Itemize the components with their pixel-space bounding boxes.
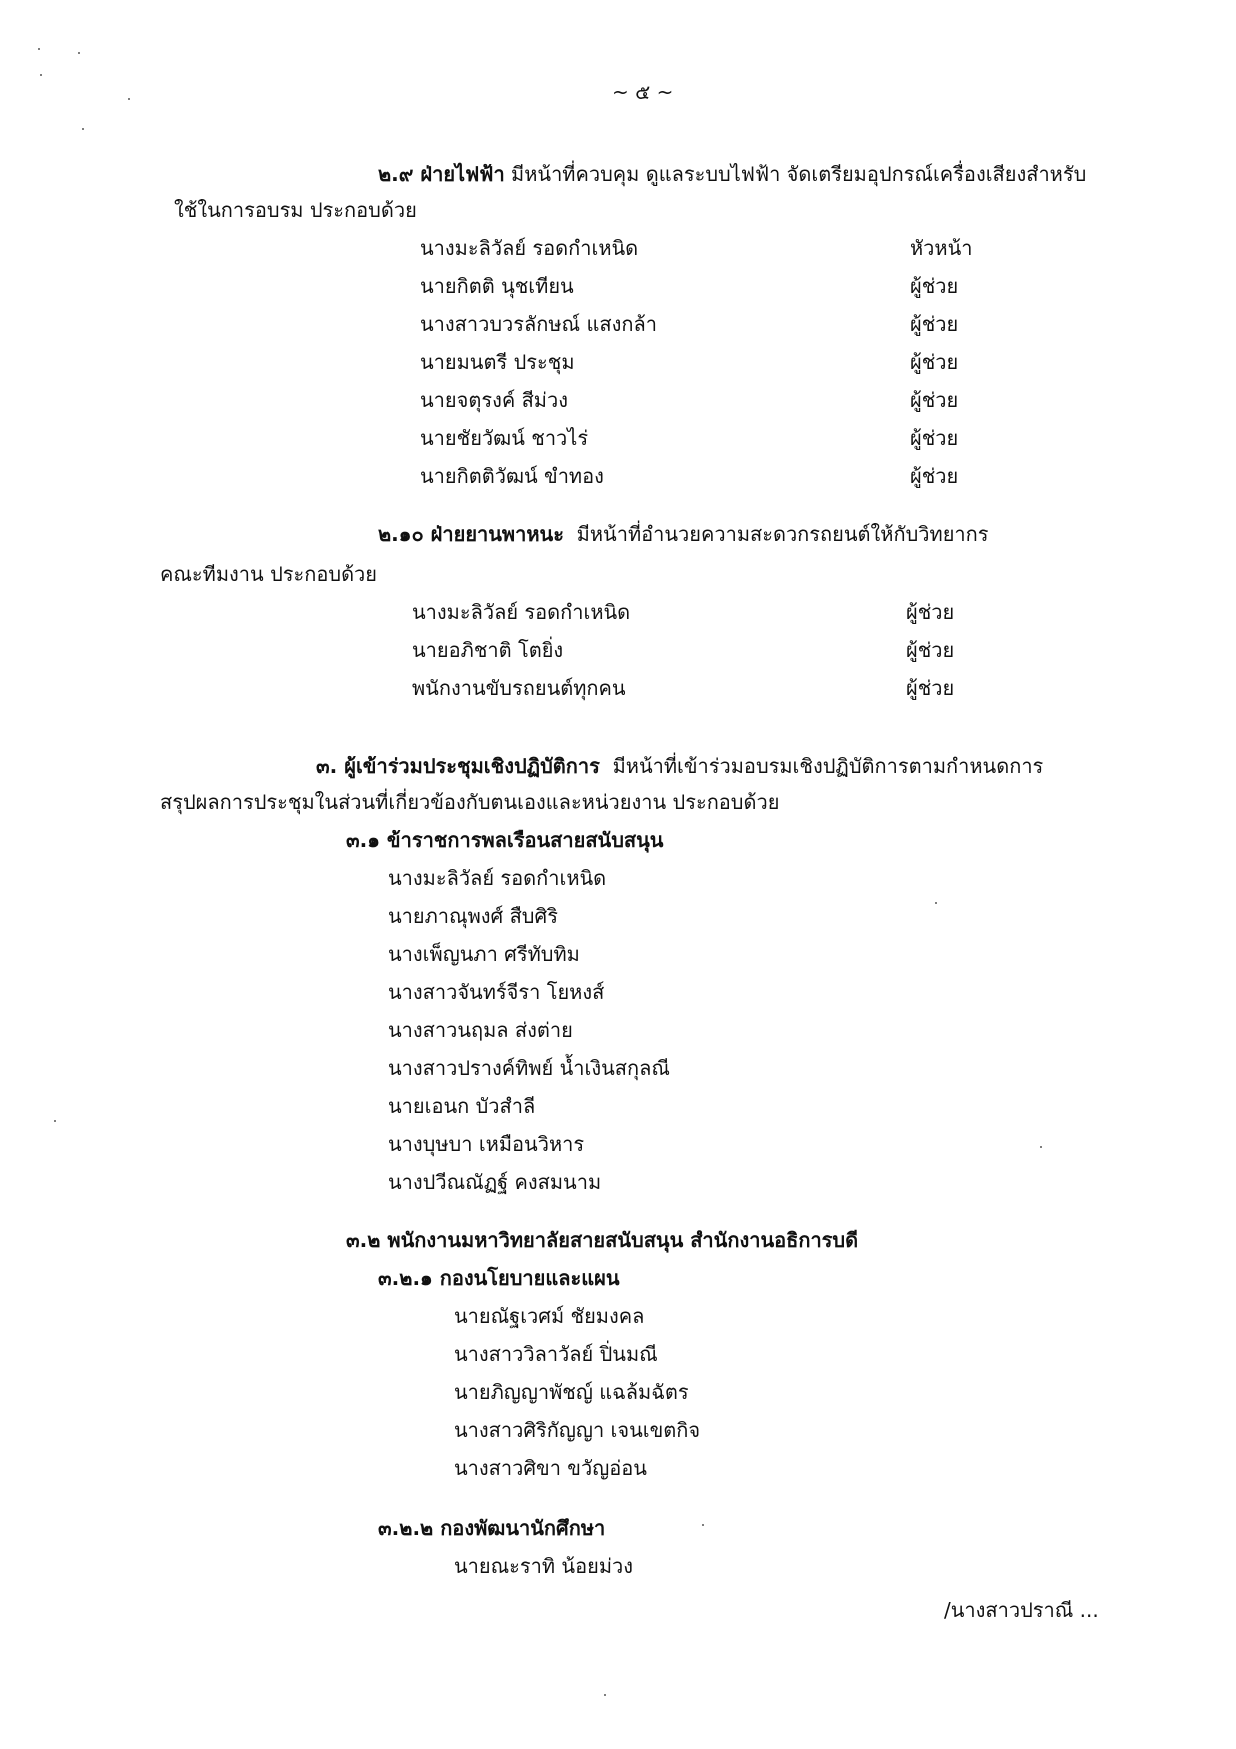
member-name: นายจตุรงค์ สีม่วง bbox=[420, 388, 568, 412]
member-name: นางมะลิวัลย์ รอดกำเหนิด bbox=[412, 600, 631, 624]
scan-speck bbox=[54, 1120, 56, 1122]
section-2-10-heading: ๒.๑๐ ฝ่ายยานพาหนะ bbox=[378, 522, 564, 546]
member-name: นายภิญญาพัชญ์ แฉล้มฉัตร bbox=[454, 1380, 689, 1404]
section-3-2-2-heading: ๓.๒.๒ กองพัฒนานักศึกษา bbox=[378, 1516, 606, 1540]
section-3-2-1-heading: ๓.๒.๑ กองนโยบายและแผน bbox=[378, 1266, 620, 1290]
member-name: นางสาวบวรลักษณ์ แสงกล้า bbox=[420, 312, 657, 336]
page-number: ~ ๕ ~ bbox=[612, 80, 674, 104]
scan-speck bbox=[38, 48, 40, 50]
section-2-9-desc: มีหน้าที่ควบคุม ดูแลระบบไฟฟ้า จัดเตรียมอุปกรณ์เครื่องเสียงสำหรับ bbox=[511, 162, 1087, 186]
member-role: ผู้ช่วย bbox=[906, 638, 955, 662]
member-name: นางสาวจันทร์จีรา โยหงส์ bbox=[388, 980, 605, 1004]
member-name: นางสาวศิขา ขวัญอ่อน bbox=[454, 1456, 647, 1480]
section-2-10-desc: มีหน้าที่อำนวยความสะดวกรถยนต์ให้กับวิทยากร bbox=[576, 522, 989, 546]
section-2-10-desc-cont: คณะทีมงาน ประกอบด้วย bbox=[160, 562, 378, 586]
member-role: ผู้ช่วย bbox=[910, 312, 959, 336]
member-name: นางมะลิวัลย์ รอดกำเหนิด bbox=[420, 236, 639, 260]
member-name: นางบุษบา เหมือนวิหาร bbox=[388, 1132, 585, 1156]
continuation-note: /นางสาวปราณี ... bbox=[944, 1598, 1099, 1622]
section-2-9-desc-cont: ใช้ในการอบรม ประกอบด้วย bbox=[174, 198, 417, 222]
member-name: นายกิตติวัฒน์ ขำทอง bbox=[420, 464, 604, 488]
member-name: นางมะลิวัลย์ รอดกำเหนิด bbox=[388, 866, 607, 890]
scan-speck bbox=[40, 74, 42, 76]
scan-speck bbox=[1040, 1146, 1042, 1148]
scan-speck bbox=[604, 1694, 606, 1696]
member-role: ผู้ช่วย bbox=[910, 350, 959, 374]
scan-speck bbox=[78, 52, 80, 54]
section-2-9-heading: ๒.๙ ฝ่ายไฟฟ้า bbox=[378, 162, 505, 186]
section-2-10-line1 bbox=[378, 524, 989, 544]
section-3-desc-cont: สรุปผลการประชุมในส่วนที่เกี่ยวข้องกับตนเองและหน่วยงาน ประกอบด้วย bbox=[160, 790, 780, 814]
member-name: พนักงานขับรถยนต์ทุกคน bbox=[412, 676, 626, 700]
member-role: ผู้ช่วย bbox=[906, 676, 955, 700]
member-role: ผู้ช่วย bbox=[910, 426, 959, 450]
member-name: นางสาวนฤมล ส่งต่าย bbox=[388, 1018, 573, 1042]
member-name: นายอภิชาติ โตยิ่ง bbox=[412, 638, 564, 662]
section-3-desc: มีหน้าที่เข้าร่วมอบรมเชิงปฏิบัติการตามกำหนดการ bbox=[612, 754, 1044, 778]
section-3-2-heading: ๓.๒ พนักงานมหาวิทยาลัยสายสนับสนุน สำนักงานอธิการบดี bbox=[346, 1228, 859, 1252]
section-3-line1 bbox=[316, 756, 1043, 776]
scan-speck bbox=[128, 98, 130, 100]
member-name: นายชัยวัฒน์ ชาวไร่ bbox=[420, 426, 589, 450]
member-name: นายณัฐเวศม์ ชัยมงคล bbox=[454, 1304, 645, 1328]
section-3-1-heading: ๓.๑ ข้าราชการพลเรือนสายสนับสนุน bbox=[346, 828, 664, 852]
member-name: นายภาณุพงศ์ สืบศิริ bbox=[388, 904, 558, 928]
member-name: นางปวีณณัฏฐ์ คงสมนาม bbox=[388, 1170, 602, 1194]
member-role: ผู้ช่วย bbox=[906, 600, 955, 624]
member-role: ผู้ช่วย bbox=[910, 388, 959, 412]
member-name: นายเอนก บัวสำลี bbox=[388, 1094, 536, 1118]
member-role: ผู้ช่วย bbox=[910, 274, 959, 298]
scan-speck bbox=[935, 902, 937, 904]
member-name: นางสาวปรางค์ทิพย์ น้ำเงินสกุลณี bbox=[388, 1056, 670, 1080]
member-name: นายมนตรี ประชุม bbox=[420, 350, 575, 374]
member-name: นางสาวศิริกัญญา เจนเขตกิจ bbox=[454, 1418, 701, 1442]
member-name: นายณะราทิ น้อยม่วง bbox=[454, 1554, 634, 1578]
member-name: นางสาววิลาวัลย์ ปิ่นมณี bbox=[454, 1342, 658, 1366]
member-name: นางเพ็ญนภา ศรีทับทิม bbox=[388, 942, 580, 966]
member-role: หัวหน้า bbox=[910, 236, 973, 260]
scan-speck bbox=[82, 128, 84, 130]
member-name: นายกิตติ นุชเทียน bbox=[420, 274, 574, 298]
section-3-heading: ๓. ผู้เข้าร่วมประชุมเชิงปฏิบัติการ bbox=[316, 754, 600, 778]
scan-speck bbox=[702, 1524, 704, 1526]
section-2-9-line1 bbox=[378, 164, 1086, 184]
member-role: ผู้ช่วย bbox=[910, 464, 959, 488]
